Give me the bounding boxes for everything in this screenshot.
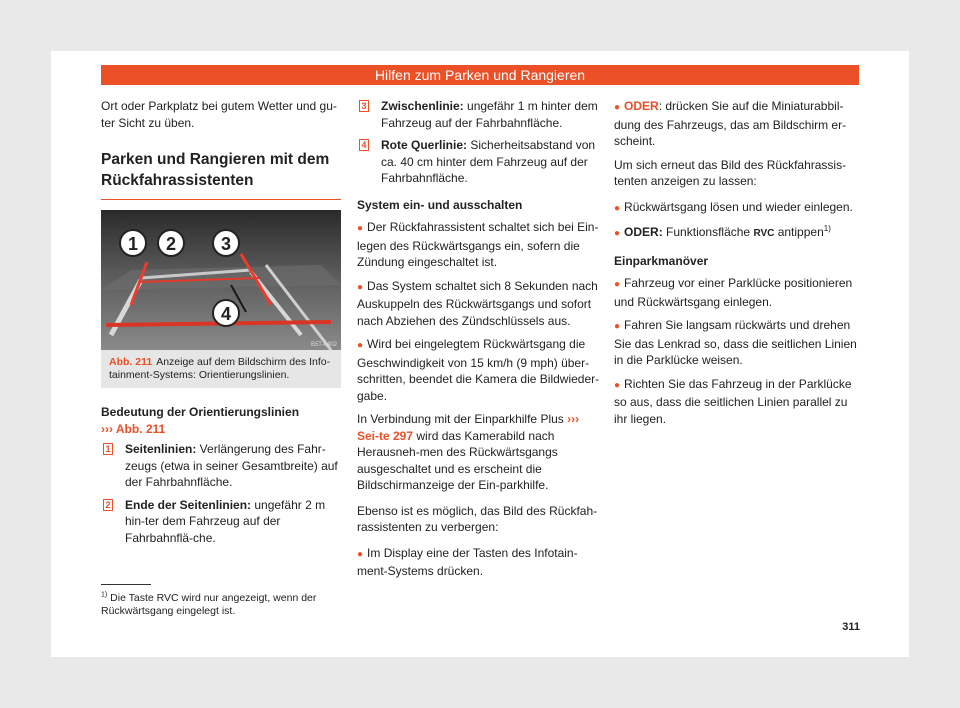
item-text: Verlängerung des Fahr-zeugs (etwa in seiner Gesamtbreite) auf der Fahrbahnfläche. [125, 442, 338, 489]
item-term: Seitenlinien: [125, 442, 197, 456]
list-item [357, 98, 602, 131]
page-number: 311 [842, 621, 860, 633]
bullet-item: ● Der Rückfahrassistent schaltet sich bei Ein-legen des Rückwärtsgangs ein, sofern die Zündung eingeschaltet ist. [357, 220, 599, 269]
figure-code: B5T-0402 [310, 342, 337, 348]
page-header: Hilfen zum Parken und Rangieren [101, 65, 859, 85]
marker-4: 4 [220, 304, 232, 324]
bullet-icon: ● [357, 340, 364, 351]
paragraph-verbergen: Ebenso ist es möglich, das Bild des Rückfah-rassistenten zu verbergen: [357, 503, 598, 534]
paragraph-einparkhilfe: In Verbindung mit der Einparkhilfe Plus ››› Sei-te 297 wird das Kamerabild nach Herausneh-men des Rückwärtsgangs ausgeschaltet und es erscheint die Bildschirmanzeige der Ein-parkhilfe. [357, 412, 580, 492]
bedeutung-ref-link[interactable]: ››› Abb. 211 [101, 421, 166, 436]
bullet-icon: ● [614, 279, 621, 290]
item-term: Ende der Seitenlinien: [125, 497, 252, 512]
item-number: 2 [103, 499, 113, 511]
camera-view-image [101, 210, 341, 350]
list-item [101, 497, 341, 547]
item-number: 3 [359, 100, 369, 112]
marker-3: 3 [220, 234, 232, 254]
bullet-icon: ● [357, 281, 364, 293]
bullet-item: ● Das System schaltet sich 8 Sekunden nach Auskuppeln des Rückwärtsgangs und sofort nach Abziehen des Zündschlüssels aus. [357, 278, 598, 328]
bullet-item: ● ODER: Funktionsfläche RVC antippen$^{1)}$ [614, 224, 831, 239]
page-ref-link[interactable]: ››› Sei-te 297 [357, 412, 580, 443]
figure-caption [101, 350, 341, 388]
column-2 [357, 98, 602, 587]
footnote: $^{1)}$ Die Taste RVC wird nur angezeigt, wenn der Rückwärtsgang eingelegt ist. [101, 591, 317, 617]
rvc-button-label: RVC [753, 228, 775, 239]
einpark-title: Einparkmanöver [614, 253, 709, 268]
bullet-icon: ● [614, 202, 621, 214]
item-text: ungefähr 2 m hin-ter dem Fahrzeug auf der Fahrbahnflä-che. [125, 497, 326, 545]
section-title: Parken und Rangieren mit dem Rückfahrassistenten [101, 149, 341, 200]
caption-text: Anzeige auf dem Bildschirm des Info-tainment-Systems: Orientierungslinien. [109, 356, 331, 381]
item-term: Rote Querlinie: [381, 138, 468, 152]
marker-2: 2 [165, 234, 177, 254]
item-term: Zwischenlinie: [381, 99, 464, 113]
bullet-icon: ● [614, 379, 621, 391]
bullet-item: ● Fahren Sie langsam rückwärts und drehen Sie das Lenkrad so, dass die seitlichen Linien in die Parklücke weisen. [614, 318, 857, 367]
bullet-icon: ● [614, 321, 621, 332]
footnote-divider [101, 584, 151, 585]
column-1 [101, 98, 341, 552]
bullet-item: ● Fahrzeug vor einer Parklücke positionieren und Rückwärtsgang einlegen. [614, 276, 853, 309]
marker-1: 1 [127, 234, 139, 254]
bullet-item: ● ODER: drücken Sie auf die Miniaturabbil-dung des Fahrzeugs, das am Bildschirm er-scheint. [614, 99, 847, 148]
bedeutung-title: Bedeutung der Orientierungslinien [101, 405, 300, 419]
camera-figure [101, 210, 341, 350]
system-title: System ein- und ausschalten [357, 197, 523, 212]
list-item [357, 137, 602, 187]
item-number: 1 [103, 443, 113, 455]
bullet-item: ● Wird bei eingelegtem Rückwärtsgang die Geschwindigkeit von 15 km/h (9 mph) über-schritten, beendet die Kamera die Bildwieder-gabe. [357, 337, 600, 403]
item-text: ungefähr 1 m hinter dem Fahrzeug auf der Fahrbahnfläche. [381, 99, 598, 130]
paragraph-anzeigen: Um sich erneut das Bild des Rückfahrassis-tenten anzeigen zu lassen: [614, 157, 847, 188]
item-number: 4 [359, 139, 369, 151]
bullet-icon: ● [357, 548, 364, 560]
bullet-icon: ● [614, 102, 621, 113]
bullet-item: ● Richten Sie das Fahrzeug in der Parklücke so aus, dass die seitlichen Linien parallel zu ihr liegen. [614, 376, 852, 426]
intro-text: Ort oder Parkplatz bei gutem Wetter und gu-ter Sicht zu üben. [101, 99, 337, 130]
bullet-item: ● Im Display eine der Tasten des Infotain-ment-Systems drücken. [357, 545, 578, 578]
bullet-icon: ● [357, 223, 364, 234]
item-text: Sicherheitsabstand von ca. 40 cm hinter dem Fahrzeug auf der Fahrbahnfläche. [381, 138, 596, 185]
caption-label: Abb. 211 [109, 356, 153, 368]
column-3 [614, 98, 859, 434]
list-item [101, 441, 341, 491]
bullet-icon: ● [614, 228, 621, 239]
bullet-item: ● Rückwärtsgang lösen und wieder einlegen. [614, 199, 853, 214]
